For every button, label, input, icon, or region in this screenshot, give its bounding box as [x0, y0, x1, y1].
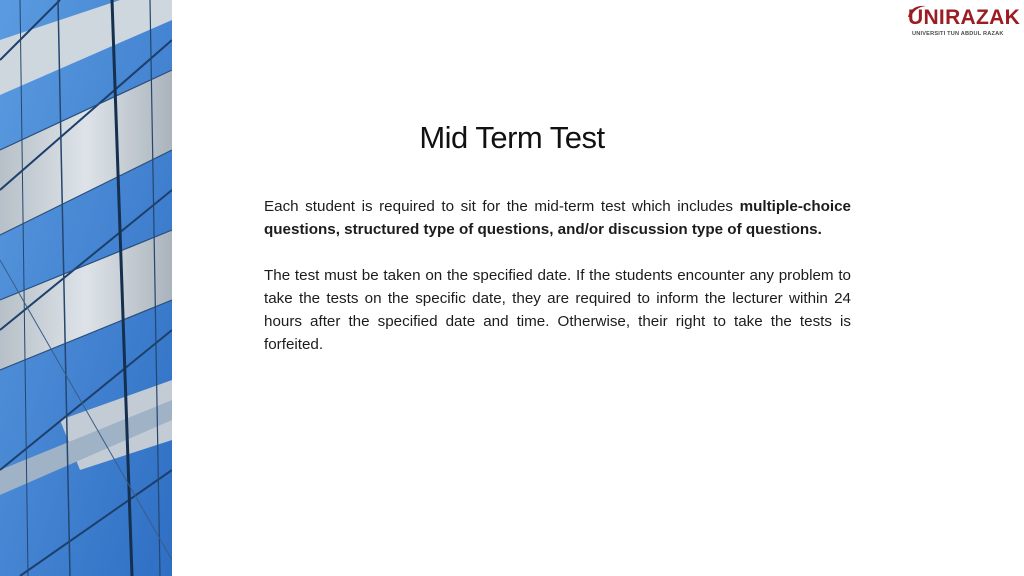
slide-title: [0, 120, 1024, 156]
logo-subtitle: UNIVERSITI TUN ABDUL RAZAK: [912, 31, 1004, 37]
building-facade-image: [0, 0, 172, 576]
slide-title-text: Mid Term Test: [419, 120, 605, 155]
slide-body: [264, 195, 851, 356]
logo-wordmark: UNIRAZAK: [908, 6, 1021, 29]
paragraph-requirements-text: Each student is required to sit for the mid-term test which includes: [264, 198, 740, 215]
unirazak-logo: [904, 4, 1020, 42]
paragraph-rules: The test must be taken on the specified date. If the students encounter any problem to take the tests on the specific date, they are required to inform the lecturer within 24 hours after the specified date and time. Otherwise, their right to take the tests is forfeited.: [264, 267, 851, 353]
paragraph-requirements: [264, 195, 851, 241]
question-types-text: multiple-choice questions, structured type of questions, and/or discussion type of questions.: [264, 198, 851, 238]
